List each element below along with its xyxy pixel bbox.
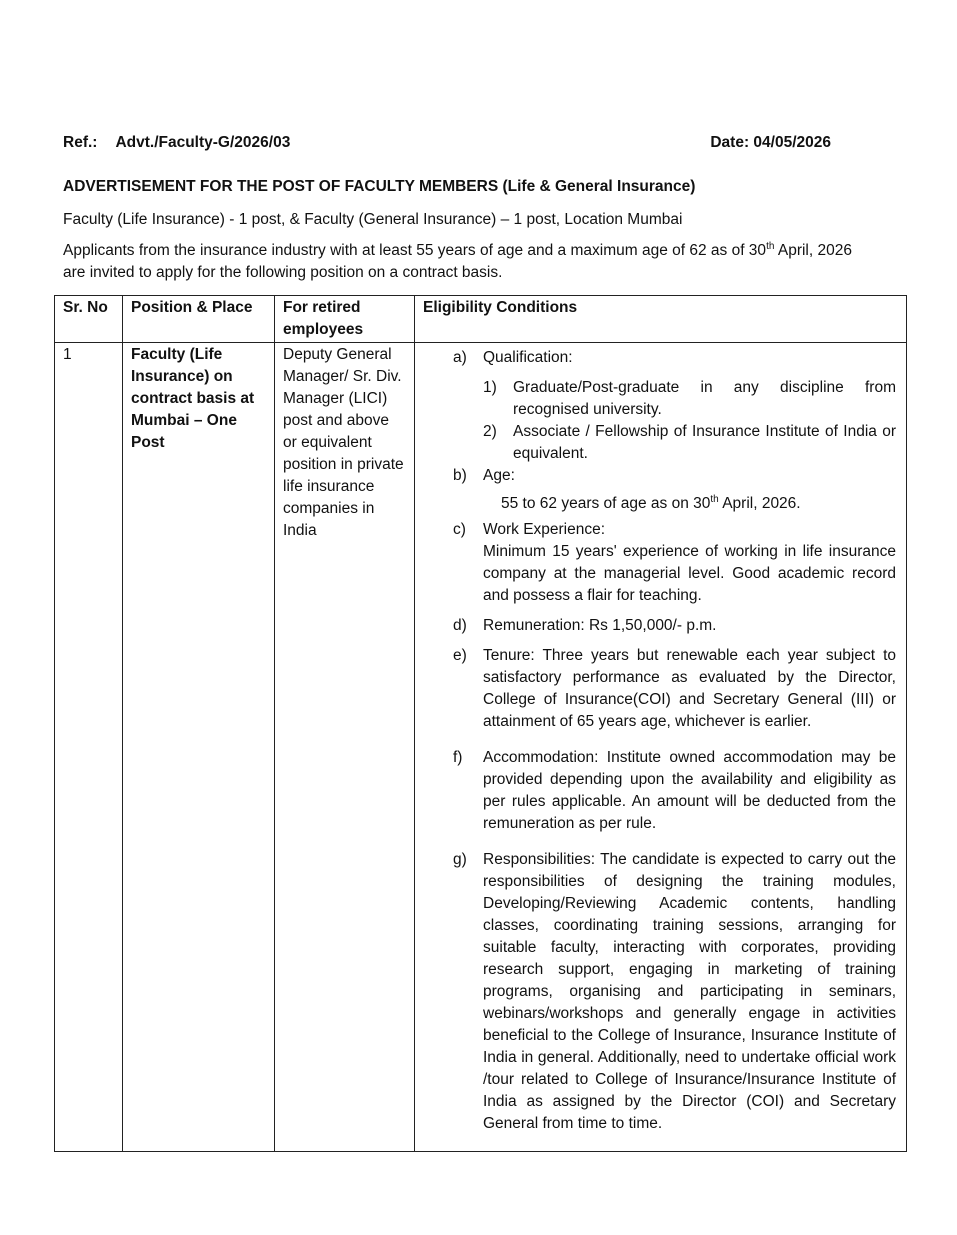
posts-summary: Faculty (Life Insurance) - 1 post, & Faculty (General Insurance) – 1 post, Location Mumbai [63,211,683,228]
cell-retired: Deputy General Manager/ Sr. Div. Manager (LICI) post and above or equivalent position in private life insurance companies in India [275,343,415,1152]
condition-work-experience: c) Work Experience: Minimum 15 years' experience of working in life insurance company at the managerial level. Good academic record and possess a flair for teaching. [453,521,896,604]
cell-eligibility [415,343,907,1152]
ref-number: Advt./Faculty-G/2026/03 [115,134,291,151]
header-position: Position & Place [123,296,275,343]
reference-line [63,132,831,154]
header-eligibility: Eligibility Conditions [415,296,907,343]
reference [63,132,290,154]
header-sr-no: Sr. No [55,296,123,343]
document-title: ADVERTISEMENT FOR THE POST OF FACULTY MEMBERS (Life & General Insurance) [63,178,696,195]
qualification-item: 1) Graduate/Post-graduate in any discipline from recognised university. [483,379,896,418]
header-retired: For retired employees [275,296,415,343]
table-header-row [55,296,907,343]
age-value: 55 to 62 years of age as on 30th April, 2026. [501,493,801,512]
qualification-item: 2) Associate / Fellowship of Insurance Institute of India or equivalent. [483,423,896,462]
advertisement-date: Date: 04/05/2026 [710,134,831,151]
condition-accommodation: f) Accommodation: Institute owned accommodation may be provided depending upon the availability and eligibility as per rules applicable. An amount will be deducted from the remuneration as per rule. [453,749,896,832]
condition-remuneration: d) Remuneration: Rs 1,50,000/- p.m. [453,617,717,634]
eligibility-table [54,295,907,1152]
cell-position: Faculty (Life Insurance) on contract basis at Mumbai – One Post [123,343,275,1152]
ref-label: Ref.: [63,134,98,151]
condition-tenure: e) Tenure: Three years but renewable each year subject to satisfactory performance as evaluated by the Director, College of Insurance(COI) and Secretary General (III) or attainment of 65 years age, whichever is earlier. [453,647,896,730]
condition-responsibilities: g) Responsibilities: The candidate is expected to carry out the responsibilities of designing the training modules, Developing/Reviewing Academic contents, handling classes, coordinating training sessions, arranging for suitable faculty, interacting with corporates, providing research support, engaging in marketing of training programs, organising and participating in seminars, webinars/workshops and generally engage in activities beneficial to the College of Insurance, Insurance Institute of India in general. Additionally, need to undertake official work /tour related to College of Insurance/Insurance Institute of India as assigned by the Director (COI) and Secretary General from time to time. [453,851,896,1132]
table-row [55,343,907,1152]
cell-sr-no: 1 [55,343,123,1152]
intro-paragraph: Applicants from the insurance industry with at least 55 years of age and a maximum age of 62 as of 30th April, 2026 are invited to apply for the following position on a contract basis. [63,240,852,281]
condition-age: b) Age: [453,467,515,484]
condition-qualification: a) Qualification: [453,349,573,366]
